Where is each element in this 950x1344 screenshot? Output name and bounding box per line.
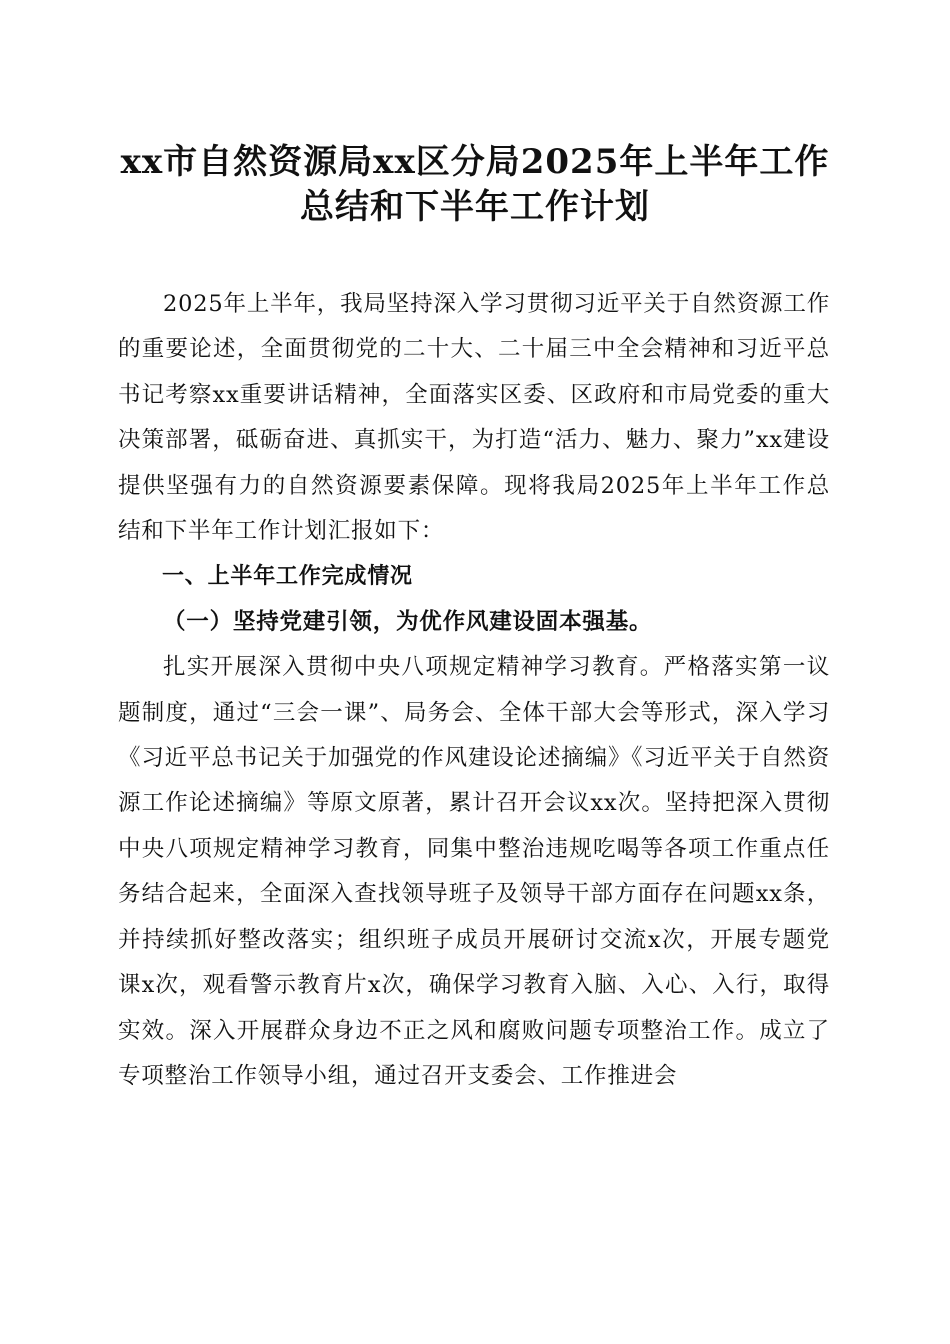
title-line-1: xx市自然资源局xx区分局2025年上半年工作 <box>120 142 830 182</box>
subsection-heading-1: （一）坚持党建引领，为优作风建设固本强基。 <box>163 608 653 635</box>
section-heading-1: 一、上半年工作完成情况 <box>162 564 413 590</box>
intro-paragraph: 2025年上半年，我局坚持深入学习贯彻习近平关于自然资源工作的重要论述，全面贯彻党的二十大、二十届三中全会精神和习近平总书记考察xx重要讲话精神，全面落实区委、区政府和市局党委的重大决策部署，砥砺奋进、真抓实干，为打造“活力、魅力、聚力”xx建设提供坚强有力的自然资源要素保障。现将我局2025年上半年工作总结和下半年工作计划汇报如下： <box>118 291 830 545</box>
body-paragraph-1: 扎实开展深入贯彻中央八项规定精神学习教育。严格落实第一议题制度，通过“三会一课”、局务会、全体干部大会等形式，深入学习《习近平总书记关于加强党的作风建设论述摘编》《习近平关于自然资源工作论述摘编》等原文原著，累计召开会议xx次。坚持把深入贯彻中央八项规定精神学习教育，同集中整治违规吃喝等各项工作重点任务结合起来，全面深入查找领导班子及领导干部方面存在问题xx条，并持续抓好整改落实；组织班子成员开展研讨交流x次，开展专题党课x次，观看警示教育片x次，确保学习教育入脑、入心、入行，取得实效。深入开展群众身边不正之风和腐败问题专项整治工作。成立了专项整治工作领导小组，通过召开支委会、工作推进会 <box>118 654 830 1089</box>
document-title <box>60 140 890 230</box>
document-body <box>118 282 830 1099</box>
title-line-2: 总结和下半年工作计划 <box>300 187 650 227</box>
